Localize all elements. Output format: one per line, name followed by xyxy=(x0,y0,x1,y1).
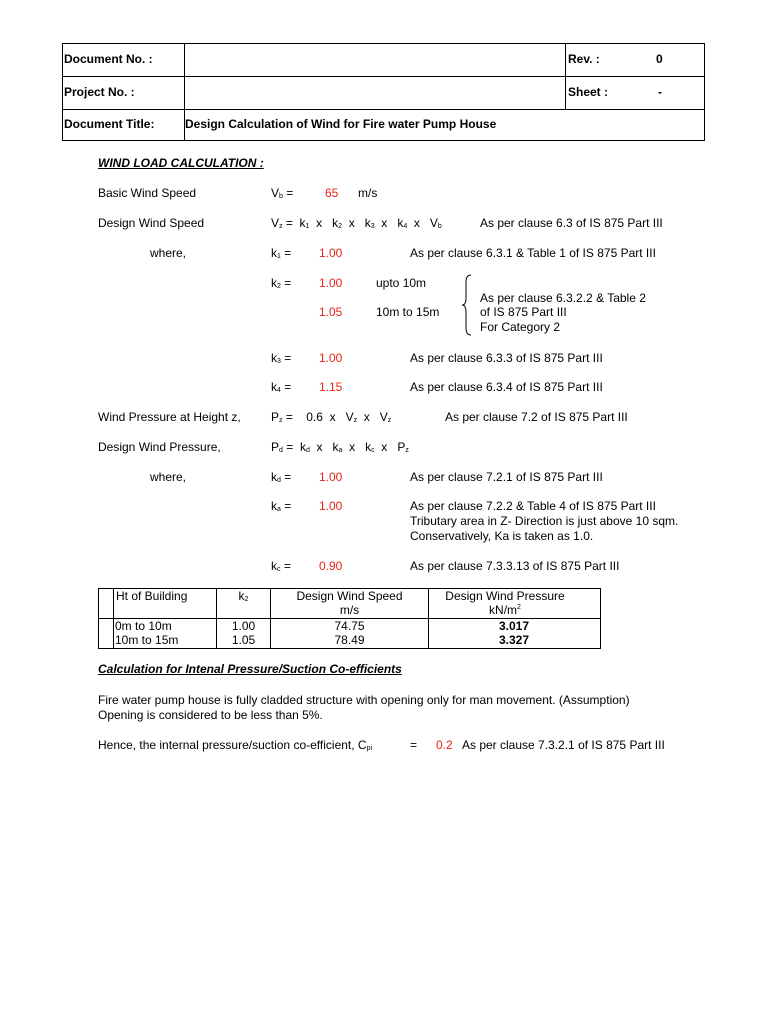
vz-formula: $V_z = k_1$ x $k_2$ x $k_3$ x $k_4$ x $V_b$ xyxy=(271,216,442,230)
vb-unit: m/s xyxy=(358,186,378,200)
k2-range-1: upto 10m xyxy=(376,276,427,290)
where-label-2: where, xyxy=(150,470,187,484)
kc-value: 0.90 xyxy=(319,559,343,573)
ka-symbol: $k_a$ = xyxy=(271,499,292,513)
table-row-1-pressure: 3.017 xyxy=(498,619,530,633)
pz-formula: $P_z$ = 0.6 x $V_z$ x $V_z$ xyxy=(271,410,392,424)
design-wind-speed-label: Design Wind Speed xyxy=(98,216,205,230)
kd-value: 1.00 xyxy=(319,470,343,484)
kd-symbol: $k_d$ = xyxy=(271,470,292,484)
k4-value: 1.15 xyxy=(319,380,343,394)
cpi-label: Hence, the internal pressure/suction co-efficient, $C_{pi}$ xyxy=(98,738,373,752)
paragraph-assumption: Fire water pump house is fully cladded structure with opening only for man movement. (Assumption) xyxy=(98,693,630,707)
table-row-1-k2: 1.00 xyxy=(231,619,256,633)
k3-reference: As per clause 6.3.3 of IS 875 Part III xyxy=(410,351,603,365)
k3-value: 1.00 xyxy=(319,351,343,365)
header-row-divider xyxy=(63,76,704,77)
kc-symbol: $k_c$ = xyxy=(271,559,291,573)
k2-reference-1: As per clause 6.3.2.2 & Table 2 xyxy=(480,291,646,305)
k4-reference: As per clause 6.3.4 of IS 875 Part III xyxy=(410,380,603,394)
document-title-label: Document Title: xyxy=(64,117,155,131)
basic-wind-speed-label: Basic Wind Speed xyxy=(98,186,197,200)
header-col-divider xyxy=(565,44,566,109)
ka-reference-3: Conservatively, Ka is taken as 1.0. xyxy=(410,529,594,543)
pd-label: Design Wind Pressure, xyxy=(98,440,221,454)
cpi-equals: = xyxy=(410,738,418,752)
k2-range-2: 10m to 15m xyxy=(376,305,440,319)
vz-reference: As per clause 6.3 of IS 875 Part III xyxy=(480,216,663,230)
rev-label: Rev. : xyxy=(568,52,600,66)
sheet-label: Sheet : xyxy=(568,85,609,99)
col-header-speed: Design Wind Speed xyxy=(296,589,403,603)
where-label: where, xyxy=(150,246,187,260)
k1-reference: As per clause 6.3.1 & Table 1 of IS 875 Part III xyxy=(410,246,656,260)
section-title-wind-load: WIND LOAD CALCULATION : xyxy=(98,156,264,170)
table-row-2-pressure: 3.327 xyxy=(498,633,530,647)
project-no-label: Project No. : xyxy=(64,85,135,99)
paragraph-opening: Opening is considered to be less than 5%. xyxy=(98,708,323,722)
kd-reference: As per clause 7.2.1 of IS 875 Part III xyxy=(410,470,603,484)
table-row-2-height: 10m to 15m xyxy=(115,633,179,647)
col-header-height: Ht of Building xyxy=(116,589,188,603)
table-row-2-speed: 78.49 xyxy=(334,633,365,647)
vb-symbol: $V_b$ = xyxy=(271,186,294,200)
k2-symbol: $k_2$ = xyxy=(271,276,292,290)
pz-reference: As per clause 7.2 of IS 875 Part III xyxy=(445,410,628,424)
k1-value: 1.00 xyxy=(319,246,343,260)
k2-value-2: 1.05 xyxy=(319,305,343,319)
document-header-table xyxy=(62,43,705,141)
wind-pressure-table xyxy=(98,588,601,649)
table-border xyxy=(113,588,114,649)
vb-value: 65 xyxy=(325,186,339,200)
table-row-1-speed: 74.75 xyxy=(334,619,365,633)
sheet-value: - xyxy=(658,85,662,99)
table-border xyxy=(600,588,601,649)
ka-reference-2: Tributary area in Z- Direction is just above 10 sqm. xyxy=(410,514,679,528)
k2-value-1: 1.00 xyxy=(319,276,343,290)
table-row-1-height: 0m to 10m xyxy=(115,619,172,633)
header-row-divider xyxy=(63,109,704,110)
k2-reference-2: of IS 875 Part III xyxy=(480,305,567,319)
section-title-internal-pressure: Calculation for Intenal Pressure/Suction Co-efficients xyxy=(98,662,402,676)
col-header-pressure: Design Wind Pressure xyxy=(445,589,565,603)
col-header-k2: $k_2$ xyxy=(238,589,249,603)
pz-label: Wind Pressure at Height z, xyxy=(98,410,241,424)
k3-symbol: $k_3$ = xyxy=(271,351,292,365)
ka-reference-1: As per clause 7.2.2 & Table 4 of IS 875 Part III xyxy=(410,499,656,513)
rev-value: 0 xyxy=(656,52,663,66)
table-row-2-k2: 1.05 xyxy=(231,633,256,647)
table-border xyxy=(98,648,601,649)
pd-formula: $P_d = k_d$ x $k_a$ x $k_c$ x $P_z$ xyxy=(271,440,409,454)
cpi-reference: As per clause 7.3.2.1 of IS 875 Part III xyxy=(462,738,665,752)
k1-symbol: $k_1$ = xyxy=(271,246,292,260)
k2-reference-3: For Category 2 xyxy=(480,320,561,334)
curly-brace xyxy=(461,274,477,336)
col-header-pressure-unit: $kN/m^2$ xyxy=(489,603,521,617)
table-border xyxy=(98,588,99,649)
document-title-value: Design Calculation of Wind for Fire water Pump House xyxy=(185,117,497,131)
col-header-speed-unit: m/s xyxy=(339,603,360,617)
kc-reference: As per clause 7.3.3.13 of IS 875 Part III xyxy=(410,559,620,573)
cpi-value: 0.2 xyxy=(436,738,453,752)
k4-symbol: $k_4$ = xyxy=(271,380,292,394)
ka-value: 1.00 xyxy=(319,499,343,513)
document-no-label: Document No. : xyxy=(64,52,153,66)
